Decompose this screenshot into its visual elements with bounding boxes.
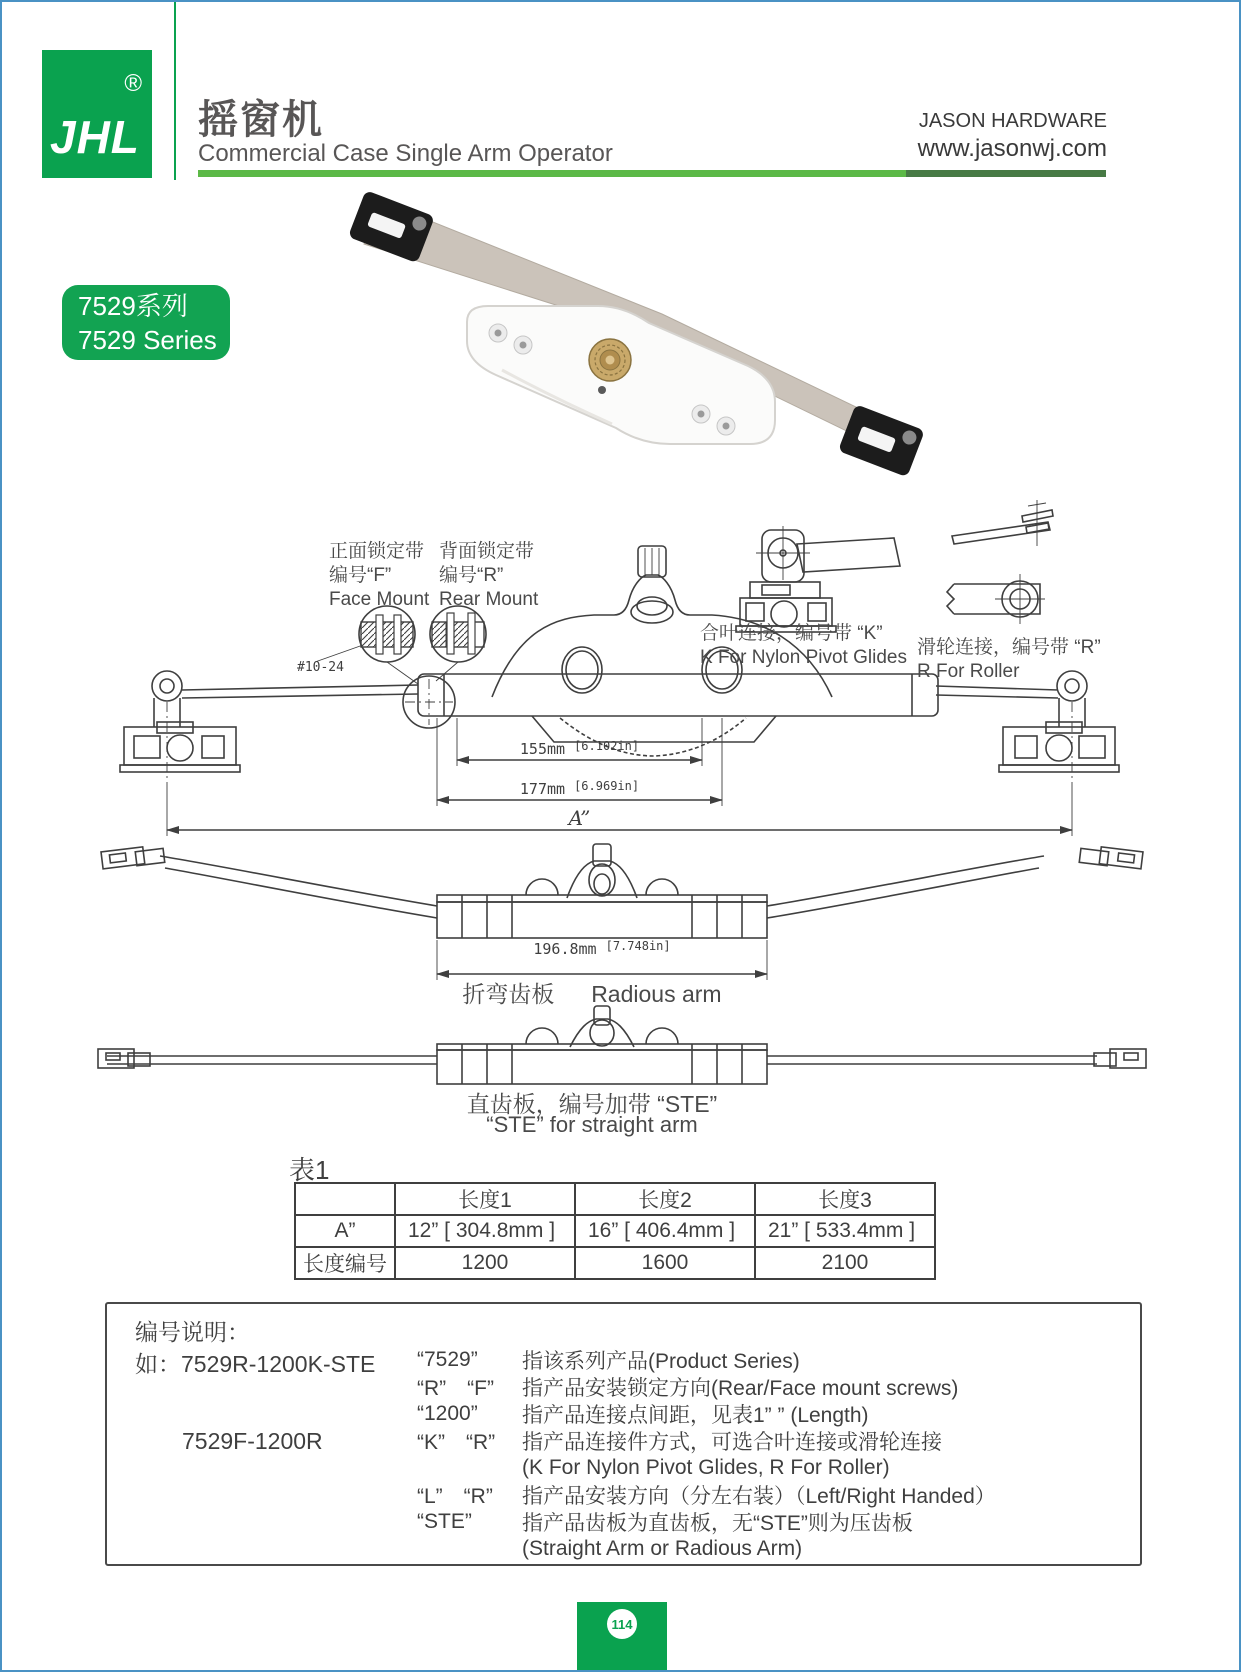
- legend-code: “L” “R”: [417, 1484, 493, 1508]
- legend-code: “K” “R”: [417, 1430, 496, 1454]
- dim-155: [457, 740, 702, 758]
- legend-code: “R” “F”: [417, 1376, 494, 1400]
- face-mount-en: Face Mount: [329, 589, 430, 610]
- row-label: A”: [295, 1215, 395, 1247]
- code-legend-box: [105, 1302, 1142, 1566]
- header-underline: [198, 170, 1106, 177]
- page-title-zh: 摇窗机: [198, 98, 324, 142]
- legend-row: [417, 1346, 996, 1373]
- legend-code: “7529”: [417, 1347, 478, 1371]
- legend-row: [417, 1535, 996, 1562]
- legend-desc: (Straight Arm or Radious Arm): [522, 1536, 803, 1560]
- legend-desc: (K For Nylon Pivot Glides, R For Roller): [522, 1455, 890, 1479]
- rear-mount-en: Rear Mount: [439, 589, 539, 610]
- screw-spec-label: #10-24: [297, 660, 344, 675]
- legend-code: “1200”: [417, 1401, 478, 1425]
- pivot-glide-en: K For Nylon Pivot Glides: [700, 647, 907, 668]
- legend-example-2: 7529F-1200R: [182, 1428, 323, 1454]
- table-row: [295, 1247, 935, 1279]
- dim-177-mm: 177mm: [519, 780, 566, 798]
- legend-row: [417, 1400, 996, 1427]
- dim-155-in: [6.102in]: [574, 739, 640, 753]
- legend-rows: [417, 1346, 996, 1562]
- logo-text: JHL: [50, 111, 140, 163]
- legend-desc: 指产品安装锁定方向(Rear/Face mount screws): [522, 1376, 959, 1400]
- dim-177: [437, 780, 722, 798]
- face-mount-detail-circle: [359, 606, 415, 662]
- jhl-logo: [42, 50, 152, 178]
- face-mount-code: 编号“F”: [329, 565, 392, 586]
- table-cell: 1600: [575, 1247, 755, 1279]
- footer-page-block: [577, 1602, 667, 1672]
- table-row: [295, 1215, 935, 1247]
- series-badge-en: 7529 Series: [78, 325, 217, 355]
- roller-zh: 滑轮连接，编号带 “R”: [917, 637, 1101, 658]
- rear-mount-code: 编号“R”: [439, 565, 504, 586]
- pivot-glide-drawing: [736, 526, 900, 632]
- dim-155-mm: 155mm: [519, 740, 566, 758]
- table-cell: 12” [ 304.8mm ]: [395, 1215, 575, 1247]
- series-badge-zh: 7529系列: [78, 291, 188, 321]
- legend-title: 编号说明：: [135, 1319, 250, 1345]
- legend-desc: 指产品连接点间距，见表1” ” (Length): [522, 1403, 869, 1427]
- pivot-glide-label: [700, 622, 907, 670]
- table-cell: 16” [ 406.4mm ]: [575, 1215, 755, 1247]
- company-website: www.jasonwj.com: [917, 135, 1107, 162]
- legend-code: “STE”: [417, 1509, 472, 1533]
- legend-desc: 指产品齿板为直齿板，无“STE”则为压齿板: [522, 1511, 913, 1535]
- table-header-cell: 长度3: [755, 1183, 935, 1215]
- rear-mount-label: [439, 540, 538, 612]
- pivot-glide-zh: 合叶连接，编号带 “K”: [700, 623, 883, 644]
- dim-196: [482, 940, 722, 958]
- header-divider: [174, 2, 176, 180]
- face-mount-label: [329, 540, 429, 612]
- table-header-cell: [295, 1183, 395, 1215]
- legend-row: [417, 1427, 996, 1454]
- radious-caption-en: Radious arm: [591, 981, 722, 1007]
- rear-mount-zh: 背面锁定带: [439, 541, 535, 562]
- table-caption: 表1: [289, 1155, 330, 1185]
- face-mount-zh: 正面锁定带: [329, 541, 425, 562]
- legend-row: [417, 1373, 996, 1400]
- page-number-badge: 114: [607, 1609, 637, 1639]
- table-header-cell: 长度2: [575, 1183, 755, 1215]
- legend-example-1: 如：7529R-1200K-STE: [135, 1351, 376, 1377]
- dim-196-mm: 196.8mm: [533, 940, 597, 958]
- table-cell: 1200: [395, 1247, 575, 1279]
- table-cell: 2100: [755, 1247, 935, 1279]
- row-label: 长度编号: [295, 1247, 395, 1279]
- legend-desc: 指产品连接件方式，可选合叶连接或滑轮连接: [522, 1430, 942, 1454]
- straight-arm-caption-zh: 直齿板，编号加带 “STE”: [466, 1091, 718, 1117]
- straight-arm-caption-en: “STE” for straight arm: [486, 1112, 698, 1137]
- registered-mark-icon: ®: [124, 70, 142, 97]
- legend-row: [417, 1508, 996, 1535]
- legend-row: [417, 1454, 996, 1481]
- straight-arm-drawing: [62, 1004, 1182, 1090]
- table-header-row: [295, 1183, 935, 1215]
- legend-desc: 指产品安装方向（分左右装）（Left/Right Handed）: [522, 1484, 996, 1508]
- dim-a: A”: [568, 806, 591, 830]
- roller-drawing: [947, 500, 1053, 624]
- page-title-en: Commercial Case Single Arm Operator: [198, 140, 613, 167]
- roller-label: [917, 636, 1101, 684]
- table-cell: 21” [ 533.4mm ]: [755, 1215, 935, 1247]
- legend-desc: 指该系列产品(Product Series): [522, 1349, 800, 1373]
- roller-en: R For Roller: [917, 661, 1020, 682]
- table-header-cell: 长度1: [395, 1183, 575, 1215]
- dim-177-in: [6.969in]: [574, 779, 640, 793]
- radious-caption-zh: 折弯齿板: [462, 981, 555, 1007]
- rear-mount-detail-circle: [430, 606, 486, 662]
- dim-196-in: [7.748in]: [605, 939, 671, 953]
- legend-row: [417, 1481, 996, 1508]
- series-badge: [62, 285, 230, 360]
- company-name: JASON HARDWARE: [918, 110, 1107, 132]
- product-photo: [302, 192, 952, 472]
- length-table: [294, 1182, 936, 1280]
